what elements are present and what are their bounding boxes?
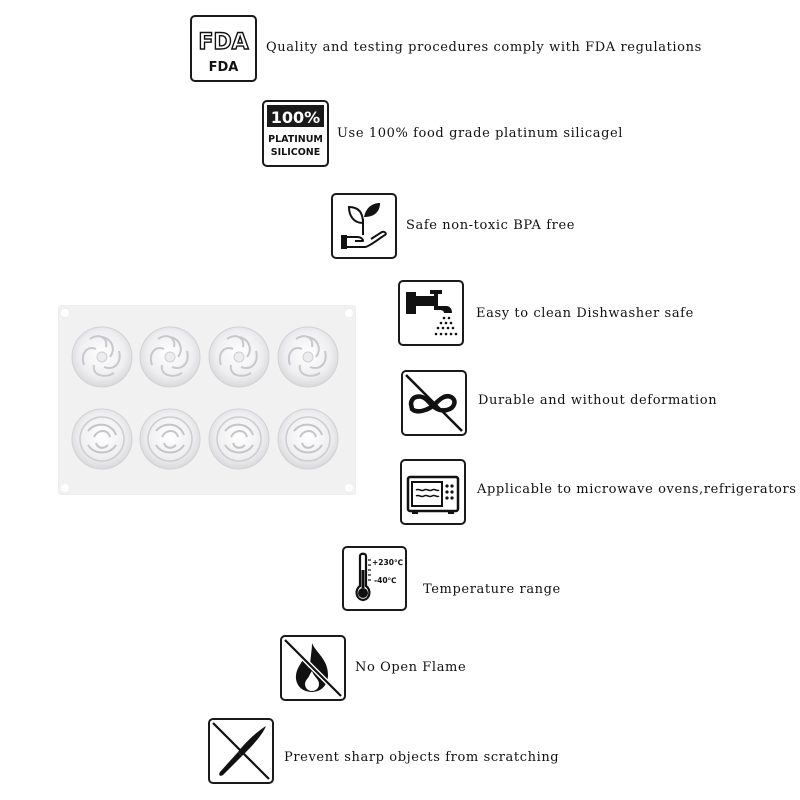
no-flame-icon	[280, 635, 346, 701]
thermometer-icon	[342, 546, 407, 611]
twisted-no-deformation-icon	[401, 370, 467, 436]
feature-label-microwave: Applicable to microwave ovens,refrigerators	[477, 482, 797, 497]
feature-label-sharp: Prevent sharp objects from scratching	[284, 750, 560, 765]
svg-text:-40℃: -40℃	[374, 576, 397, 585]
mold-illustration	[58, 305, 356, 495]
faucet-icon	[398, 280, 464, 346]
feature-label-flame: No Open Flame	[355, 660, 467, 675]
svg-text:FDA: FDA	[198, 30, 249, 55]
svg-text:+230℃: +230℃	[372, 558, 404, 567]
svg-text:PLATINUM: PLATINUM	[268, 134, 323, 145]
feature-label-clean: Easy to clean Dishwasher safe	[476, 306, 694, 321]
svg-text:100%: 100%	[270, 108, 321, 127]
feature-label-platinum: Use 100% food grade platinum silicagel	[337, 126, 624, 141]
no-knife-icon	[208, 718, 274, 784]
microwave-icon	[400, 459, 466, 525]
svg-text:SILICONE: SILICONE	[270, 147, 321, 158]
feature-label-safe: Safe non-toxic BPA free	[406, 218, 576, 233]
svg-text:FDA: FDA	[208, 60, 239, 75]
silicone-mold-image	[58, 305, 356, 495]
fda-icon	[190, 15, 257, 82]
feature-label-durable: Durable and without deformation	[478, 393, 718, 408]
platinum-silicone-icon	[262, 100, 329, 167]
hand-plant-icon	[331, 193, 397, 259]
feature-label-fda: Quality and testing procedures comply with FDA regulations	[266, 40, 702, 55]
feature-label-temperature: Temperature range	[423, 582, 561, 597]
